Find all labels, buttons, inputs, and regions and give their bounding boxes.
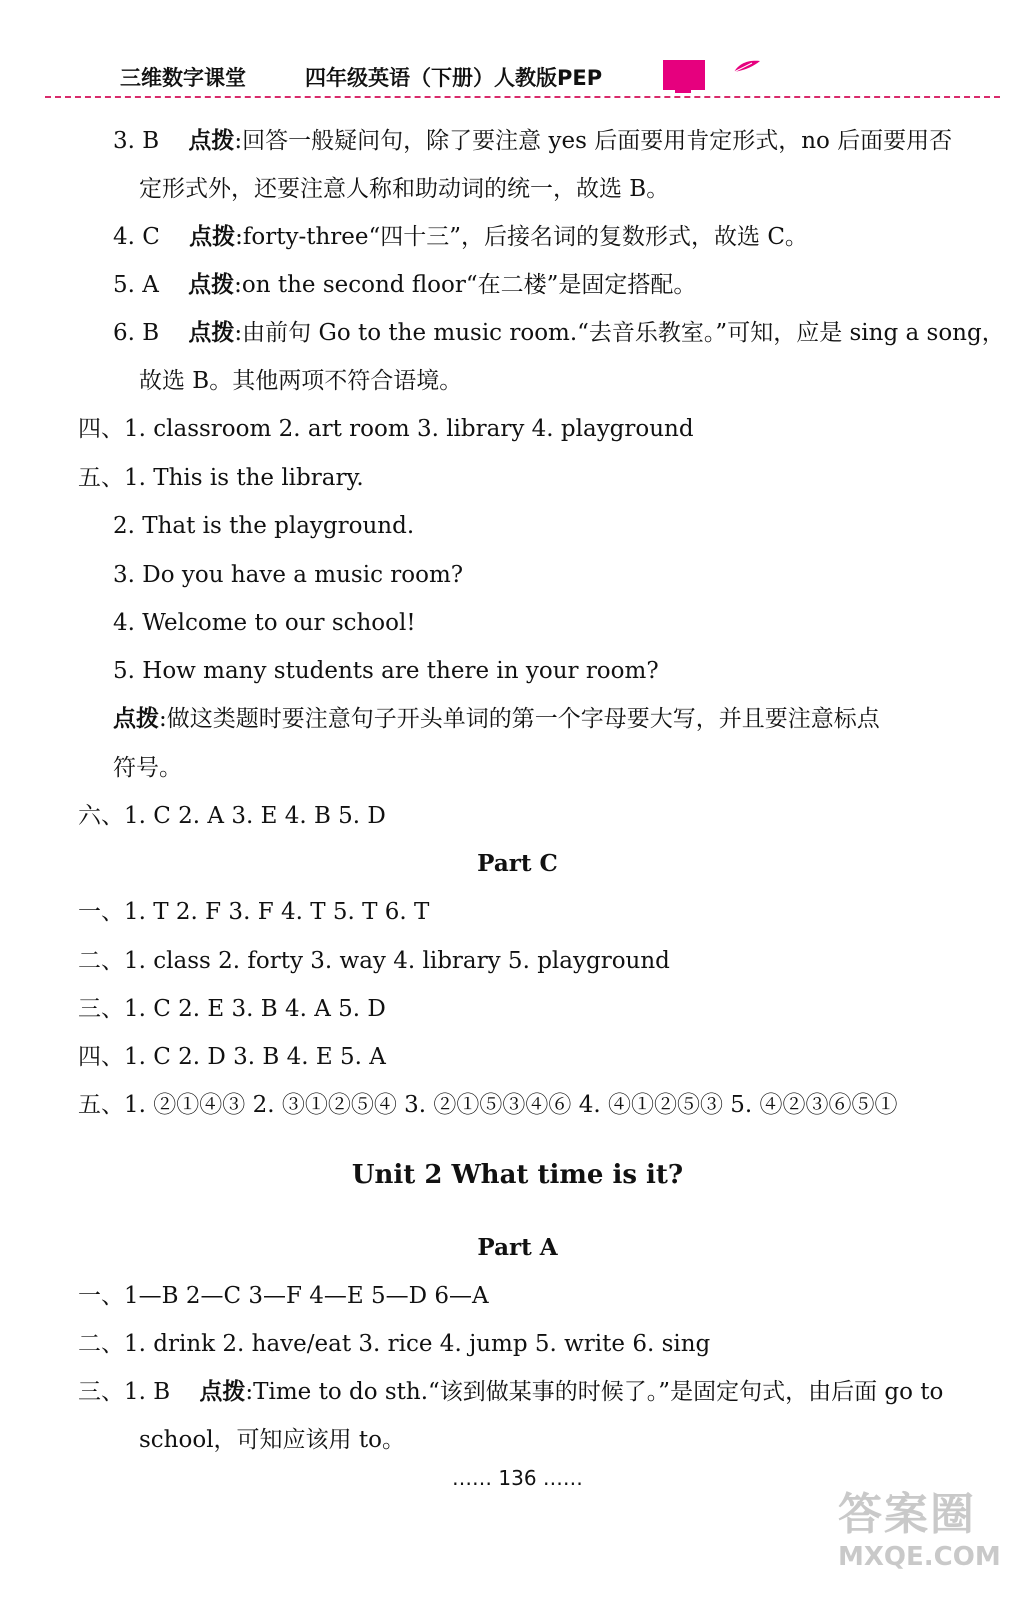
series-title: 三维数字课堂 bbox=[120, 66, 246, 90]
magenta-block-decoration bbox=[663, 60, 705, 90]
answer-line: 符号。 bbox=[113, 755, 182, 781]
unit-heading: Unit 2 What time is it? bbox=[351, 1160, 684, 1190]
answer-line: 一、1—B 2—C 3—F 4—E 5—D 6—A bbox=[78, 1283, 489, 1309]
answer-line: 六、1. C 2. A 3. E 4. B 5. D bbox=[78, 803, 386, 829]
answer-line: 三、1. C 2. E 3. B 4. A 5. D bbox=[78, 996, 386, 1022]
site-watermark: 答案圈 MXQE.COM bbox=[838, 1489, 1001, 1572]
answer-line: 3. Do you have a music room? bbox=[113, 562, 464, 588]
hint-label: 点拨 bbox=[189, 224, 236, 250]
header-dashed-rule bbox=[45, 96, 1000, 98]
answer-line: 3. B 点拨:回答一般疑问句，除了要注意 yes 后面要用肯定形式，no 后面要用否 bbox=[113, 128, 953, 154]
page-header bbox=[0, 0, 1035, 100]
feather-icon bbox=[732, 58, 762, 74]
answer-line: 4. Welcome to our school! bbox=[113, 610, 416, 636]
hint-label: 点拨 bbox=[113, 706, 159, 732]
answer-line: 一、1. T 2. F 3. F 4. T 5. T 6. T bbox=[78, 899, 430, 925]
answer-line: 四、1. C 2. D 3. B 4. E 5. A bbox=[78, 1044, 386, 1070]
hint-label: 点拨 bbox=[199, 1379, 246, 1405]
answer-line: 点拨:做这类题时要注意句子开头单词的第一个字母要大写，并且要注意标点 bbox=[113, 706, 880, 732]
hint-label: 点拨 bbox=[188, 272, 235, 298]
answer-line: school，可知应该用 to。 bbox=[139, 1427, 405, 1453]
answer-line: 2. That is the playground. bbox=[113, 513, 415, 539]
answer-line: 5. A 点拨:on the second floor“在二楼”是固定搭配。 bbox=[113, 272, 697, 298]
answer-line: 6. B 点拨:由前句 Go to the music room.“去音乐教室。”可知，应是 sing a song， bbox=[113, 320, 1005, 346]
answer-line: 定形式外，还要注意人称和助动词的统一，故选 B。 bbox=[139, 176, 670, 202]
answer-line: 五、1. ②①④③ 2. ③①②⑤④ 3. ②①⑤③④⑥ 4. ④①②⑤③ 5. ④②③⑥⑤① bbox=[78, 1092, 898, 1118]
hint-label: 点拨 bbox=[188, 320, 235, 346]
answer-line: 四、1. classroom 2. art room 3. library 4. playground bbox=[78, 416, 694, 442]
answer-line: 五、1. This is the library. bbox=[78, 465, 364, 491]
answer-line: 三、1. B 点拨:Time to do sth.“该到做某事的时候了。”是固定句式，由后面 go to bbox=[78, 1379, 944, 1405]
answer-line: 故选 B。其他两项不符合语境。 bbox=[139, 368, 463, 394]
section-heading-part-c: Part C bbox=[477, 850, 558, 877]
answer-line: 二、1. class 2. forty 3. way 4. library 5. playground bbox=[78, 948, 670, 974]
answer-line: 二、1. drink 2. have/eat 3. rice 4. jump 5. write 6. sing bbox=[78, 1331, 711, 1357]
answer-line: 5. How many students are there in your room? bbox=[113, 658, 659, 684]
page-number: …… 136 …… bbox=[452, 1466, 583, 1490]
hint-label: 点拨 bbox=[188, 128, 235, 154]
answer-line: 4. C 点拨:forty-three“四十三”，后接名词的复数形式，故选 C。 bbox=[113, 224, 808, 250]
section-heading-part-a: Part A bbox=[477, 1234, 558, 1261]
book-title: 四年级英语（下册）人教版PEP bbox=[305, 66, 603, 90]
magenta-bar-decoration bbox=[675, 88, 691, 93]
